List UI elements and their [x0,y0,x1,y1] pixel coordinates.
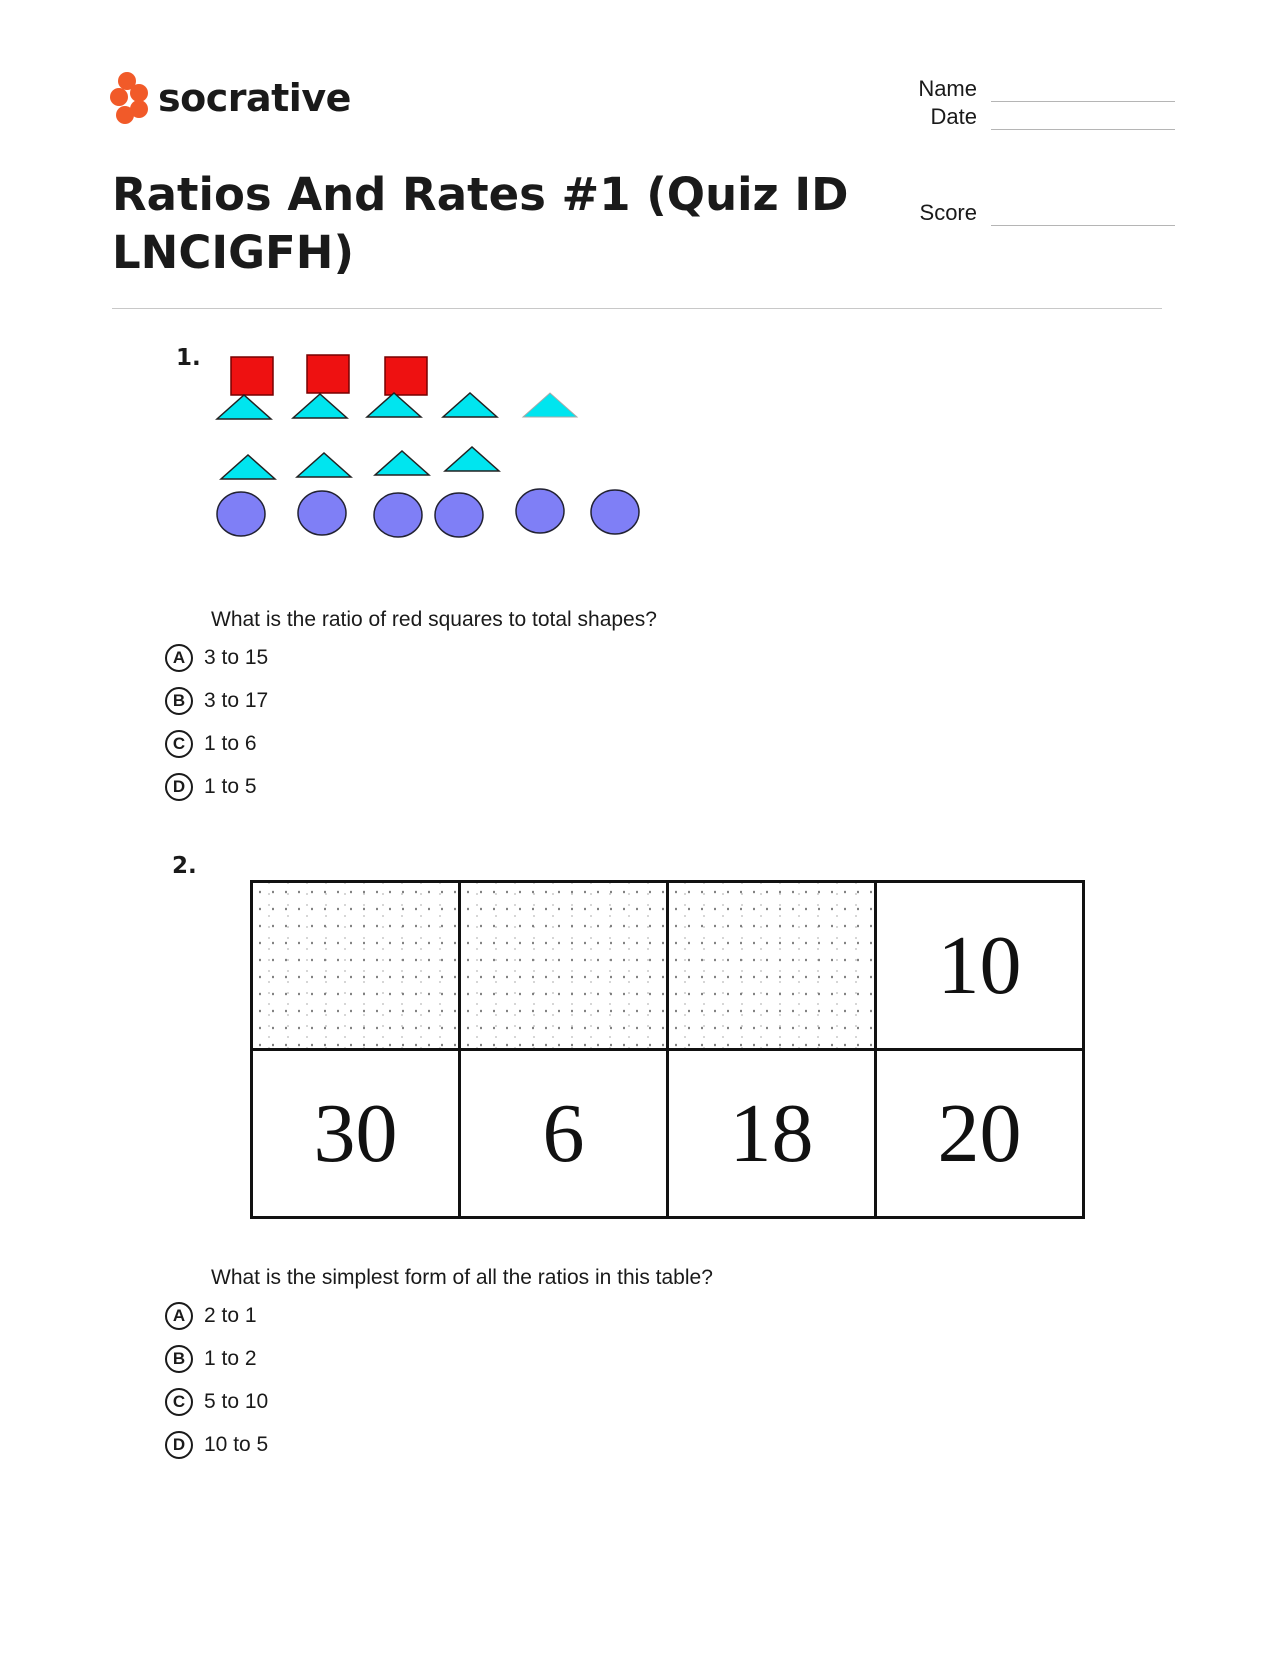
cyan-triangle [293,394,347,418]
header-divider [112,308,1162,309]
table-cell: 30 [252,1050,460,1218]
question-1-option-a[interactable] [165,636,268,679]
red-square [385,357,427,395]
score-row [870,200,1175,226]
ratio-table [250,880,1085,1219]
cyan-triangle [297,453,351,477]
question-2-prompt: What is the simplest form of all the ratios in this table? [211,1266,713,1289]
cyan-triangle [221,455,275,479]
name-line[interactable] [991,77,1175,102]
cyan-triangle [367,393,421,417]
cyan-triangle [445,447,499,471]
socrative-logo-icon [110,72,150,124]
socrative-logo [110,72,351,124]
question-2-options [165,1294,268,1466]
option-text: 1 to 5 [204,774,257,798]
option-text: 5 to 10 [204,1389,269,1413]
table-cell: 18 [668,1050,876,1218]
option-text: 10 to 5 [204,1432,269,1456]
table-cell: 20 [876,1050,1084,1218]
blue-circle [298,491,346,535]
option-bubble[interactable]: B [165,687,193,715]
blue-circle [217,492,265,536]
table-cell [460,882,668,1050]
question-1-prompt: What is the ratio of red squares to total shapes? [211,608,657,631]
name-label: Name [918,76,977,101]
option-bubble[interactable]: A [165,644,193,672]
option-bubble[interactable]: B [165,1345,193,1373]
option-bubble[interactable]: D [165,773,193,801]
question-1-number: 1. [176,345,201,371]
question-1-options [165,636,268,808]
cyan-triangle [443,393,497,417]
table-row [252,882,1084,1050]
cyan-triangle [217,395,271,419]
quiz-title: Ratios And Rates #1 (Quiz ID LNCIGFH) [112,168,849,279]
question-2-option-d[interactable] [165,1423,268,1466]
red-square [307,355,349,393]
blue-circle [591,490,639,534]
table-cell [668,882,876,1050]
date-line[interactable] [991,105,1175,130]
option-bubble[interactable]: D [165,1431,193,1459]
option-bubble[interactable]: C [165,1388,193,1416]
blue-circle [435,493,483,537]
option-text: 3 to 17 [204,688,269,712]
table-cell: 10 [876,882,1084,1050]
question-2-option-c[interactable] [165,1380,268,1423]
cyan-triangle [523,393,577,417]
score-line[interactable] [991,201,1175,226]
date-label: Date [930,104,977,129]
option-text: 2 to 1 [204,1303,257,1327]
question-1-shapes-figure [215,345,675,565]
blue-circle [374,493,422,537]
question-1-option-c[interactable] [165,722,268,765]
question-1-option-b[interactable] [165,679,268,722]
cyan-triangles [217,393,577,479]
option-text: 1 to 6 [204,731,257,755]
option-text: 1 to 2 [204,1346,257,1370]
question-2-number: 2. [172,853,197,879]
table-cell: 6 [460,1050,668,1218]
date-row [870,104,1175,130]
option-text: 3 to 15 [204,645,269,669]
table-row [252,1050,1084,1218]
option-bubble[interactable]: C [165,730,193,758]
red-squares [231,355,427,395]
score-label: Score [919,200,977,225]
red-square [231,357,273,395]
blue-circles [217,489,639,537]
table-cell [252,882,460,1050]
question-1-option-d[interactable] [165,765,268,808]
question-2-option-b[interactable] [165,1337,268,1380]
question-2-option-a[interactable] [165,1294,268,1337]
name-row [870,76,1175,102]
blue-circle [516,489,564,533]
cyan-triangle [375,451,429,475]
option-bubble[interactable]: A [165,1302,193,1330]
brand-name: socrative [158,76,351,120]
